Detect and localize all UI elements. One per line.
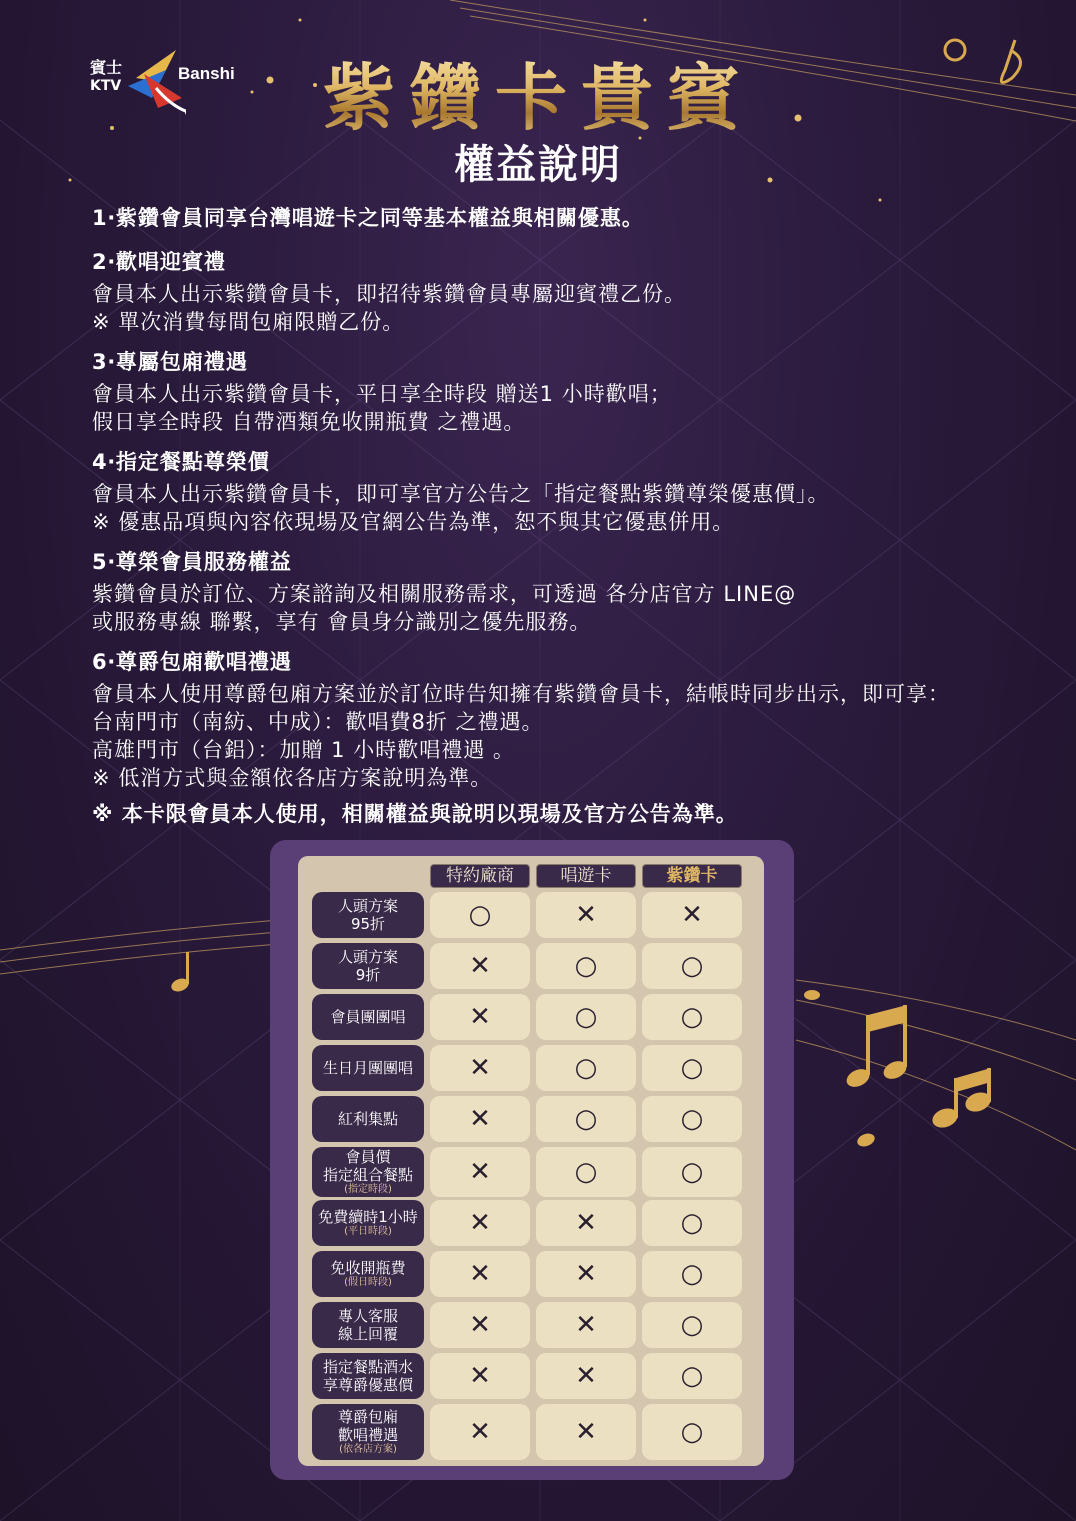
cell-mark: ✕ [469,1259,491,1289]
cell-mark: ✕ [575,900,597,930]
cell-mark: ✕ [469,1053,491,1083]
cell-mark: ✕ [469,1361,491,1391]
cell-mark: ○ [680,1208,704,1238]
cross-icon [430,1404,530,1460]
benefit-line: ※ 低消方式與金額依各店方案說明為準。 [92,766,493,790]
table-column-header: 特約廠商 [430,864,530,888]
table-row-label [312,994,424,1040]
cell-mark: ○ [680,1310,704,1340]
cross-icon [430,1353,530,1399]
cross-icon [430,1200,530,1246]
row-label-text: 指定組合餐點 [322,1166,413,1184]
cell-mark: ○ [574,951,598,981]
table-column-header: 紫鑽卡 [642,864,742,888]
row-label-text: 95折 [350,915,386,933]
benefit-line: ※ 優惠品項與內容依現場及官網公告為準，恕不與其它優惠併用。 [92,510,735,534]
cross-icon [430,1096,530,1142]
cell-mark: ○ [680,1002,704,1032]
cell-mark: ○ [680,1053,704,1083]
page-title: 紫鑽卡貴賓 [0,40,1076,144]
benefit-line: 會員本人使用尊爵包廂方案並於訂位時告知擁有紫鑽會員卡，結帳時同步出示，即可享： [92,682,950,706]
benefit-line: 假日享全時段 自帶酒類免收開瓶費 之禮遇。 [92,410,526,434]
benefit-heading: 5‧尊榮會員服務權益 [92,550,292,574]
cell-mark: ✕ [469,1002,491,1032]
cell-mark: ✕ [575,1361,597,1391]
cell-mark: ○ [574,1157,598,1187]
cross-icon [536,1200,636,1246]
cell-mark: ○ [680,1259,704,1289]
check-circle-icon [642,1353,742,1399]
check-circle-icon [642,1200,742,1246]
table-row-label [312,1045,424,1091]
check-circle-icon [642,1045,742,1091]
row-label-note: (依各店方案) [339,1444,397,1455]
cross-icon [536,892,636,938]
cell-mark: ✕ [469,1157,491,1187]
row-label-note: (平日時段) [344,1226,392,1237]
cell-mark: ○ [468,900,492,930]
cell-mark: ○ [680,951,704,981]
benefit-item [92,200,1042,236]
benefit-line: 會員本人出示紫鑽會員卡，即招待紫鑽會員專屬迎賓禮乙份。 [92,282,686,306]
benefits-list [92,200,1042,828]
benefit-heading: 1‧紫鑽會員同享台灣唱遊卡之同等基本權益與相關優惠。 [92,206,644,230]
row-label-text: 紅利集點 [337,1110,398,1128]
cell-mark: ✕ [575,1208,597,1238]
row-label-text: 會員價 [345,1148,391,1166]
cell-mark: ○ [680,1361,704,1391]
table-row-label [312,1302,424,1348]
check-circle-icon [642,943,742,989]
table-column-header: 唱遊卡 [536,864,636,888]
table-row-label [312,1200,424,1246]
cell-mark: ✕ [681,900,703,930]
table-row-label [312,943,424,989]
check-circle-icon [642,1096,742,1142]
table-row-label [312,1251,424,1297]
cell-mark: ○ [574,1104,598,1134]
cell-mark: ✕ [575,1310,597,1340]
benefit-item [92,644,1042,792]
row-label-text: 會員團團唱 [330,1008,406,1026]
row-label-text: 免費續時1小時 [318,1208,418,1226]
check-circle-icon [536,1147,636,1197]
row-label-text: 享尊爵優惠價 [322,1376,413,1394]
benefit-line: 紫鑽會員於訂位、方案諮詢及相關服務需求，可透過 各分店官方 LINE@ [92,582,797,606]
check-circle-icon [642,1251,742,1297]
check-circle-icon [642,1302,742,1348]
row-label-text: 免收開瓶費 [330,1259,406,1277]
row-label-text: 人頭方案 [337,948,398,966]
cell-mark: ✕ [575,1259,597,1289]
check-circle-icon [642,1147,742,1197]
cell-mark: ○ [680,1417,704,1447]
benefit-line: 台南門市（南紡、中成）：歡唱費8折 之禮遇。 [92,710,544,734]
row-label-note: (假日時段) [344,1277,392,1288]
final-note: ※ 本卡限會員本人使用，相關權益與說明以現場及官方公告為準。 [92,802,738,826]
benefit-heading: 3‧專屬包廂禮遇 [92,350,248,374]
cell-mark: ✕ [469,1310,491,1340]
cross-icon [536,1404,636,1460]
cross-icon [430,1302,530,1348]
check-circle-icon [430,892,530,938]
cross-icon [536,1353,636,1399]
benefit-item [92,344,1042,436]
benefit-line: 高雄門市（台鋁）：加贈 1 小時歡唱禮遇 。 [92,738,515,762]
row-label-text: 專人客服 [337,1307,398,1325]
cross-icon [430,994,530,1040]
row-label-text: 歡唱禮遇 [337,1426,398,1444]
table-row-label [312,1404,424,1460]
benefit-heading: 2‧歡唱迎賓禮 [92,250,226,274]
table-row-label [312,1353,424,1399]
cross-icon [430,1251,530,1297]
benefit-item [92,244,1042,336]
cross-icon [430,1045,530,1091]
check-circle-icon [536,943,636,989]
cell-mark: ✕ [575,1417,597,1447]
cell-mark: ✕ [469,1208,491,1238]
table-row-label [312,1096,424,1142]
benefit-heading: 6‧尊爵包廂歡唱禮遇 [92,650,292,674]
page-subtitle: 權益說明 [454,141,622,188]
row-label-text: 線上回覆 [337,1325,398,1343]
check-circle-icon [536,994,636,1040]
cell-mark: ○ [574,1053,598,1083]
row-label-text: 尊爵包廂 [337,1408,398,1426]
cross-icon [536,1251,636,1297]
cell-mark: ✕ [469,1417,491,1447]
benefit-line: ※ 單次消費每間包廂限贈乙份。 [92,310,405,334]
cross-icon [430,943,530,989]
benefit-item [92,444,1042,536]
row-label-note: (指定時段) [344,1184,392,1195]
cross-icon [642,892,742,938]
benefit-line: 或服務專線 聯繫，享有 會員身分識別之優先服務。 [92,610,592,634]
table-row-label [312,892,424,938]
benefit-heading: 4‧指定餐點尊榮價 [92,450,270,474]
benefit-line: 會員本人出示紫鑽會員卡，即可享官方公告之「指定餐點紫鑽尊榮優惠價」。 [92,482,830,506]
check-circle-icon [536,1096,636,1142]
benefit-line: 會員本人出示紫鑽會員卡，平日享全時段 贈送1 小時歡唱； [92,382,672,406]
cell-mark: ○ [574,1002,598,1032]
cross-icon [536,1302,636,1348]
table-row-label [312,1147,424,1197]
row-label-text: 指定餐點酒水 [322,1358,413,1376]
cell-mark: ○ [680,1104,704,1134]
row-label-text: 人頭方案 [337,897,398,915]
cross-icon [430,1147,530,1197]
row-label-text: 生日月團團唱 [322,1059,413,1077]
benefit-item [92,544,1042,636]
row-label-text: 9折 [355,966,381,984]
cell-mark: ✕ [469,951,491,981]
check-circle-icon [536,1045,636,1091]
cell-mark: ○ [680,1157,704,1187]
check-circle-icon [642,994,742,1040]
cell-mark: ✕ [469,1104,491,1134]
check-circle-icon [642,1404,742,1460]
